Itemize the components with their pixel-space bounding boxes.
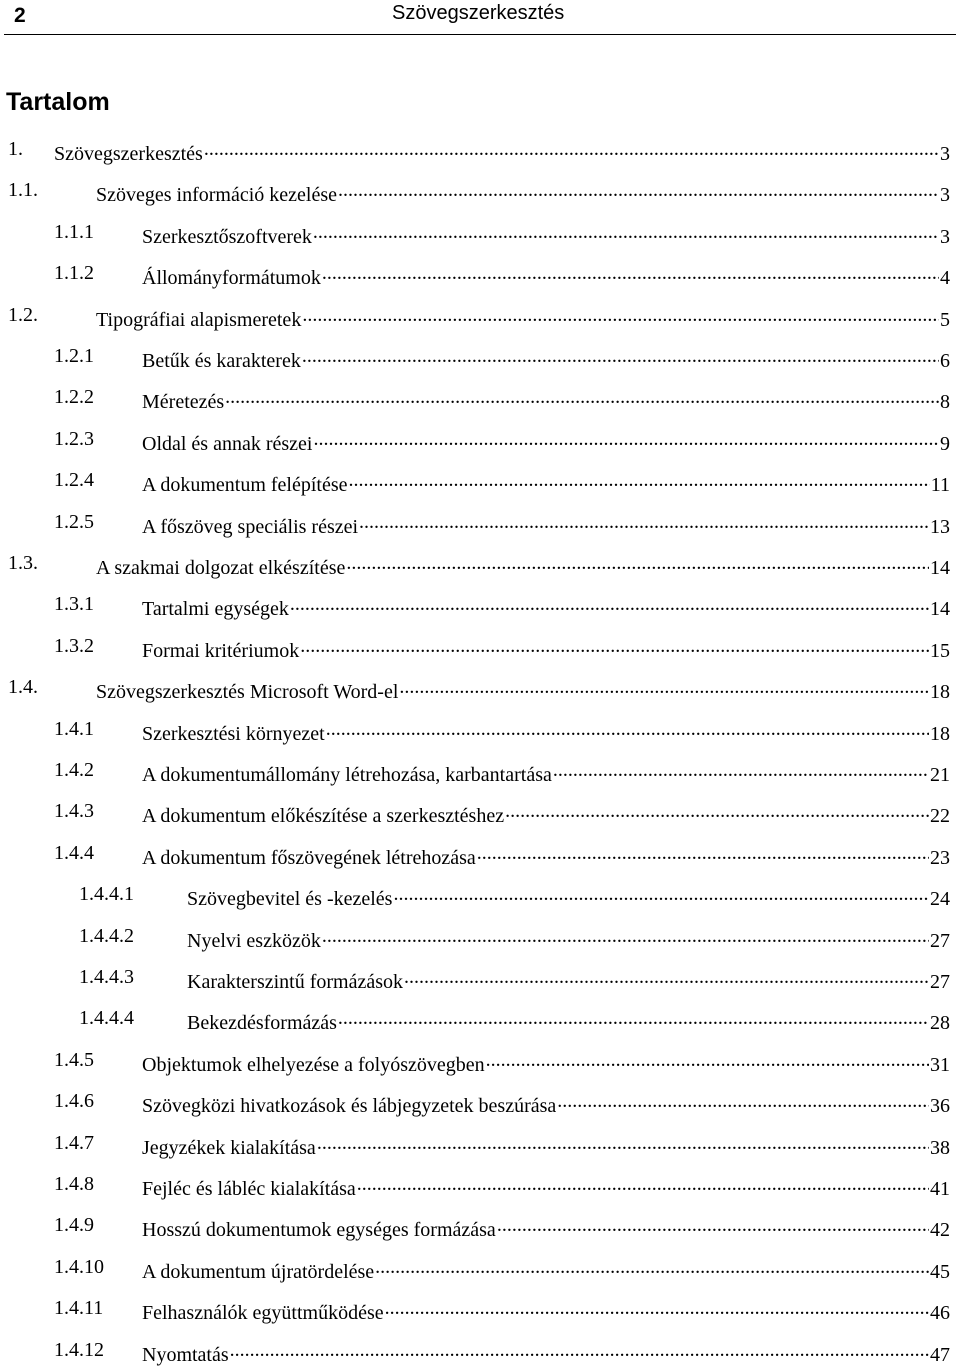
toc-entry-page: 18	[930, 681, 950, 704]
toc-entry-page: 4	[940, 267, 950, 290]
toc-entry-label: A főszöveg speciális részei	[142, 515, 359, 538]
toc-dot-leader	[557, 1090, 929, 1112]
toc-entry[interactable]	[0, 254, 960, 295]
toc-entry-page: 38	[930, 1136, 950, 1159]
toc-dot-leader	[322, 925, 929, 947]
toc-entry-number: 1.4.4.1	[79, 883, 134, 906]
toc-dot-leader	[346, 552, 929, 574]
toc-entry[interactable]	[0, 1082, 960, 1123]
toc-entry[interactable]	[0, 834, 960, 875]
toc-entry-page: 23	[930, 846, 950, 869]
toc-entry[interactable]	[0, 296, 960, 337]
toc-dot-leader	[486, 1049, 929, 1071]
toc-entry-number: 1.2.1	[54, 345, 94, 367]
toc-entry[interactable]	[0, 1248, 960, 1289]
toc-entry-page: 22	[930, 805, 950, 828]
toc-entry[interactable]	[0, 420, 960, 461]
toc-dot-leader	[290, 593, 929, 615]
toc-entry-number: 1.4.4	[54, 841, 94, 864]
toc-dot-leader	[477, 842, 929, 864]
toc-entry-page: 14	[930, 598, 950, 621]
toc-dot-leader	[302, 345, 939, 367]
toc-dot-leader	[359, 511, 929, 533]
toc-entry-label: A dokumentum újratördelése	[142, 1260, 375, 1283]
toc-entry-label: Karakterszintű formázások	[187, 971, 404, 993]
toc-entry[interactable]	[0, 917, 960, 958]
toc-entry-page: 47	[930, 1343, 950, 1366]
toc-entry-number: 1.3.2	[54, 634, 94, 657]
toc-entry-page: 14	[930, 557, 950, 579]
toc-entry-label: Tartalmi egységek	[142, 598, 289, 621]
toc-dot-leader	[393, 883, 929, 905]
toc-entry-label: Állományformátumok	[142, 267, 321, 290]
toc-entry[interactable]	[0, 1165, 960, 1206]
toc-entry-number: 1.2.2	[54, 386, 94, 409]
toc-entry-label: A dokumentum előkészítése a szerkesztéshez	[142, 805, 505, 828]
header-rule	[4, 34, 956, 35]
toc-entry-label: Nyomtatás	[142, 1343, 229, 1366]
toc-entry-page: 18	[930, 722, 950, 745]
toc-entry-label: Betűk és karakterek	[142, 350, 301, 372]
toc-entry[interactable]	[0, 544, 960, 585]
toc-entry[interactable]	[0, 1331, 960, 1372]
toc-dot-leader	[375, 1256, 929, 1278]
toc-entry-number: 1.4.1	[54, 717, 94, 740]
toc-entry[interactable]	[0, 1289, 960, 1330]
toc-entry-number: 1.4.6	[54, 1090, 94, 1113]
toc-entry-number: 1.3.	[8, 552, 38, 574]
toc-entry-label: Szerkesztőszoftverek	[142, 225, 312, 248]
toc-entry-number: 1.4.11	[54, 1297, 104, 1320]
toc-entry-label: A dokumentum felépítése	[142, 474, 348, 497]
toc-entry-number: 1.4.3	[54, 800, 94, 823]
toc-entry[interactable]	[0, 668, 960, 709]
toc-entry-label: Nyelvi eszközök	[187, 929, 321, 952]
toc-dot-leader	[313, 428, 939, 450]
toc-entry[interactable]	[0, 378, 960, 419]
toc-entry-page: 3	[940, 225, 950, 248]
toc-entry[interactable]	[0, 337, 960, 378]
toc-entry[interactable]	[0, 503, 960, 544]
toc-entry-number: 1.4.	[8, 676, 38, 699]
toc-entry[interactable]	[0, 1206, 960, 1247]
toc-entry-page: 21	[930, 764, 950, 786]
toc-entry-number: 1.4.8	[54, 1173, 94, 1195]
toc-title: Tartalom	[6, 88, 110, 116]
toc-entry-page: 46	[930, 1302, 950, 1325]
toc-entry[interactable]	[0, 999, 960, 1040]
toc-dot-leader	[322, 262, 939, 284]
toc-entry[interactable]	[0, 130, 960, 171]
toc-entry-page: 41	[930, 1178, 950, 1200]
toc-entry-label: Tipográfiai alapismeretek	[96, 308, 302, 331]
toc-entry-label: Szerkesztési környezet	[142, 722, 325, 745]
toc-entry-label: Szövegközi hivatkozások és lábjegyzetek beszúrása	[142, 1095, 557, 1118]
toc-entry-label: Objektumok elhelyezése a folyószövegben	[142, 1053, 485, 1076]
toc-entry-page: 3	[940, 184, 950, 207]
toc-entry-number: 1.4.7	[54, 1131, 94, 1154]
toc-entry-page: 15	[930, 639, 950, 662]
page-number: 2	[14, 4, 26, 27]
toc-entry-number: 1.1.2	[54, 262, 94, 285]
toc-entry-number: 1.1.	[8, 179, 38, 202]
toc-entry-label: Formai kritériumok	[142, 639, 300, 662]
toc-entry-page: 27	[930, 971, 950, 993]
toc-entry-label: Fejléc és lábléc kialakítása	[142, 1178, 356, 1200]
toc-entry[interactable]	[0, 958, 960, 999]
toc-entry-number: 1.4.12	[54, 1338, 104, 1361]
toc-entry-label: A dokumentum főszövegének létrehozása	[142, 846, 476, 869]
toc-entry-number: 1.2.	[8, 303, 38, 326]
toc-dot-leader	[313, 221, 939, 243]
toc-dot-leader	[338, 179, 939, 201]
toc-dot-leader	[302, 304, 939, 326]
toc-entry-page: 45	[930, 1260, 950, 1283]
running-title: Szövegszerkesztés	[392, 2, 565, 24]
toc-dot-leader	[553, 759, 929, 781]
toc-entry-label: Szövegszerkesztés	[54, 143, 203, 165]
toc-entry-number: 1.4.2	[54, 759, 94, 781]
toc-entry-page: 11	[930, 474, 950, 497]
toc-dot-leader	[399, 676, 929, 698]
toc-entry[interactable]	[0, 1041, 960, 1082]
toc-entry-page: 36	[930, 1095, 950, 1118]
toc-entry[interactable]	[0, 171, 960, 212]
toc-entry[interactable]	[0, 461, 960, 502]
toc-entry-page: 5	[940, 308, 950, 331]
toc-entry-page: 3	[940, 143, 950, 165]
toc-entry-number: 1.2.3	[54, 427, 94, 450]
toc-dot-leader	[230, 1339, 929, 1361]
toc-entry-number: 1.4.4.4	[79, 1007, 134, 1030]
toc-entry-label: A szakmai dolgozat elkészítése	[96, 557, 346, 579]
toc-dot-leader	[404, 966, 929, 988]
page-header	[0, 0, 960, 36]
toc-entry-label: Oldal és annak részei	[142, 432, 313, 455]
toc-entry-page: 6	[940, 350, 950, 372]
toc-entry[interactable]	[0, 875, 960, 916]
toc-entry-number: 1.2.4	[54, 469, 94, 492]
toc-entry-page: 28	[930, 1012, 950, 1035]
toc-entry-number: 1.2.5	[54, 510, 94, 533]
toc-entry-number: 1.	[8, 138, 23, 160]
toc-dot-leader	[349, 469, 930, 491]
toc-entry-page: 27	[930, 929, 950, 952]
toc-entry-number: 1.4.4.2	[79, 924, 134, 947]
toc-entry[interactable]	[0, 213, 960, 254]
toc-entry-number: 1.4.10	[54, 1255, 104, 1278]
toc-entry-label: Felhasználók együttműködése	[142, 1302, 384, 1325]
toc-dot-leader	[385, 1297, 929, 1319]
toc-entry-page: 24	[930, 888, 950, 911]
toc-entry-page: 31	[930, 1053, 950, 1076]
toc-entry-page: 9	[940, 432, 950, 455]
toc-dot-leader	[300, 635, 929, 657]
toc-entry-page: 8	[940, 391, 950, 414]
toc-entry[interactable]	[0, 627, 960, 668]
toc-entry-label: Méretezés	[142, 391, 225, 414]
toc-entry[interactable]	[0, 751, 960, 792]
toc-entry[interactable]	[0, 1124, 960, 1165]
toc-entry-label: Bekezdésformázás	[187, 1012, 337, 1035]
toc-entry-label: Jegyzékek kialakítása	[142, 1136, 316, 1159]
toc-dot-leader	[204, 138, 939, 160]
toc-dot-leader	[505, 800, 929, 822]
toc-dot-leader	[338, 1007, 929, 1029]
toc-entry-label: A dokumentumállomány létrehozása, karbantartása	[142, 764, 552, 786]
toc-entry[interactable]	[0, 792, 960, 833]
toc-entry-page: 42	[930, 1219, 950, 1242]
toc-entry-number: 1.4.4.3	[79, 966, 134, 988]
toc-dot-leader	[357, 1173, 929, 1195]
toc-entry-number: 1.4.5	[54, 1048, 94, 1071]
toc-dot-leader	[497, 1214, 929, 1236]
toc-entry-number: 1.4.9	[54, 1214, 94, 1237]
toc-dot-leader	[225, 386, 939, 408]
toc-entry[interactable]	[0, 710, 960, 751]
toc-entry-label: Szöveges információ kezelése	[96, 184, 338, 207]
toc-entry-number: 1.1.1	[54, 220, 94, 243]
toc-entry-label: Szövegbevitel és -kezelés	[187, 888, 393, 911]
toc-dot-leader	[317, 1132, 929, 1154]
toc-entry-page: 13	[930, 515, 950, 538]
toc-entry-number: 1.3.1	[54, 593, 94, 616]
toc-dot-leader	[326, 718, 929, 740]
toc-entry-label: Szövegszerkesztés Microsoft Word-el	[96, 681, 399, 704]
toc-entry[interactable]	[0, 585, 960, 626]
toc-entry-label: Hosszú dokumentumok egységes formázása	[142, 1219, 496, 1242]
